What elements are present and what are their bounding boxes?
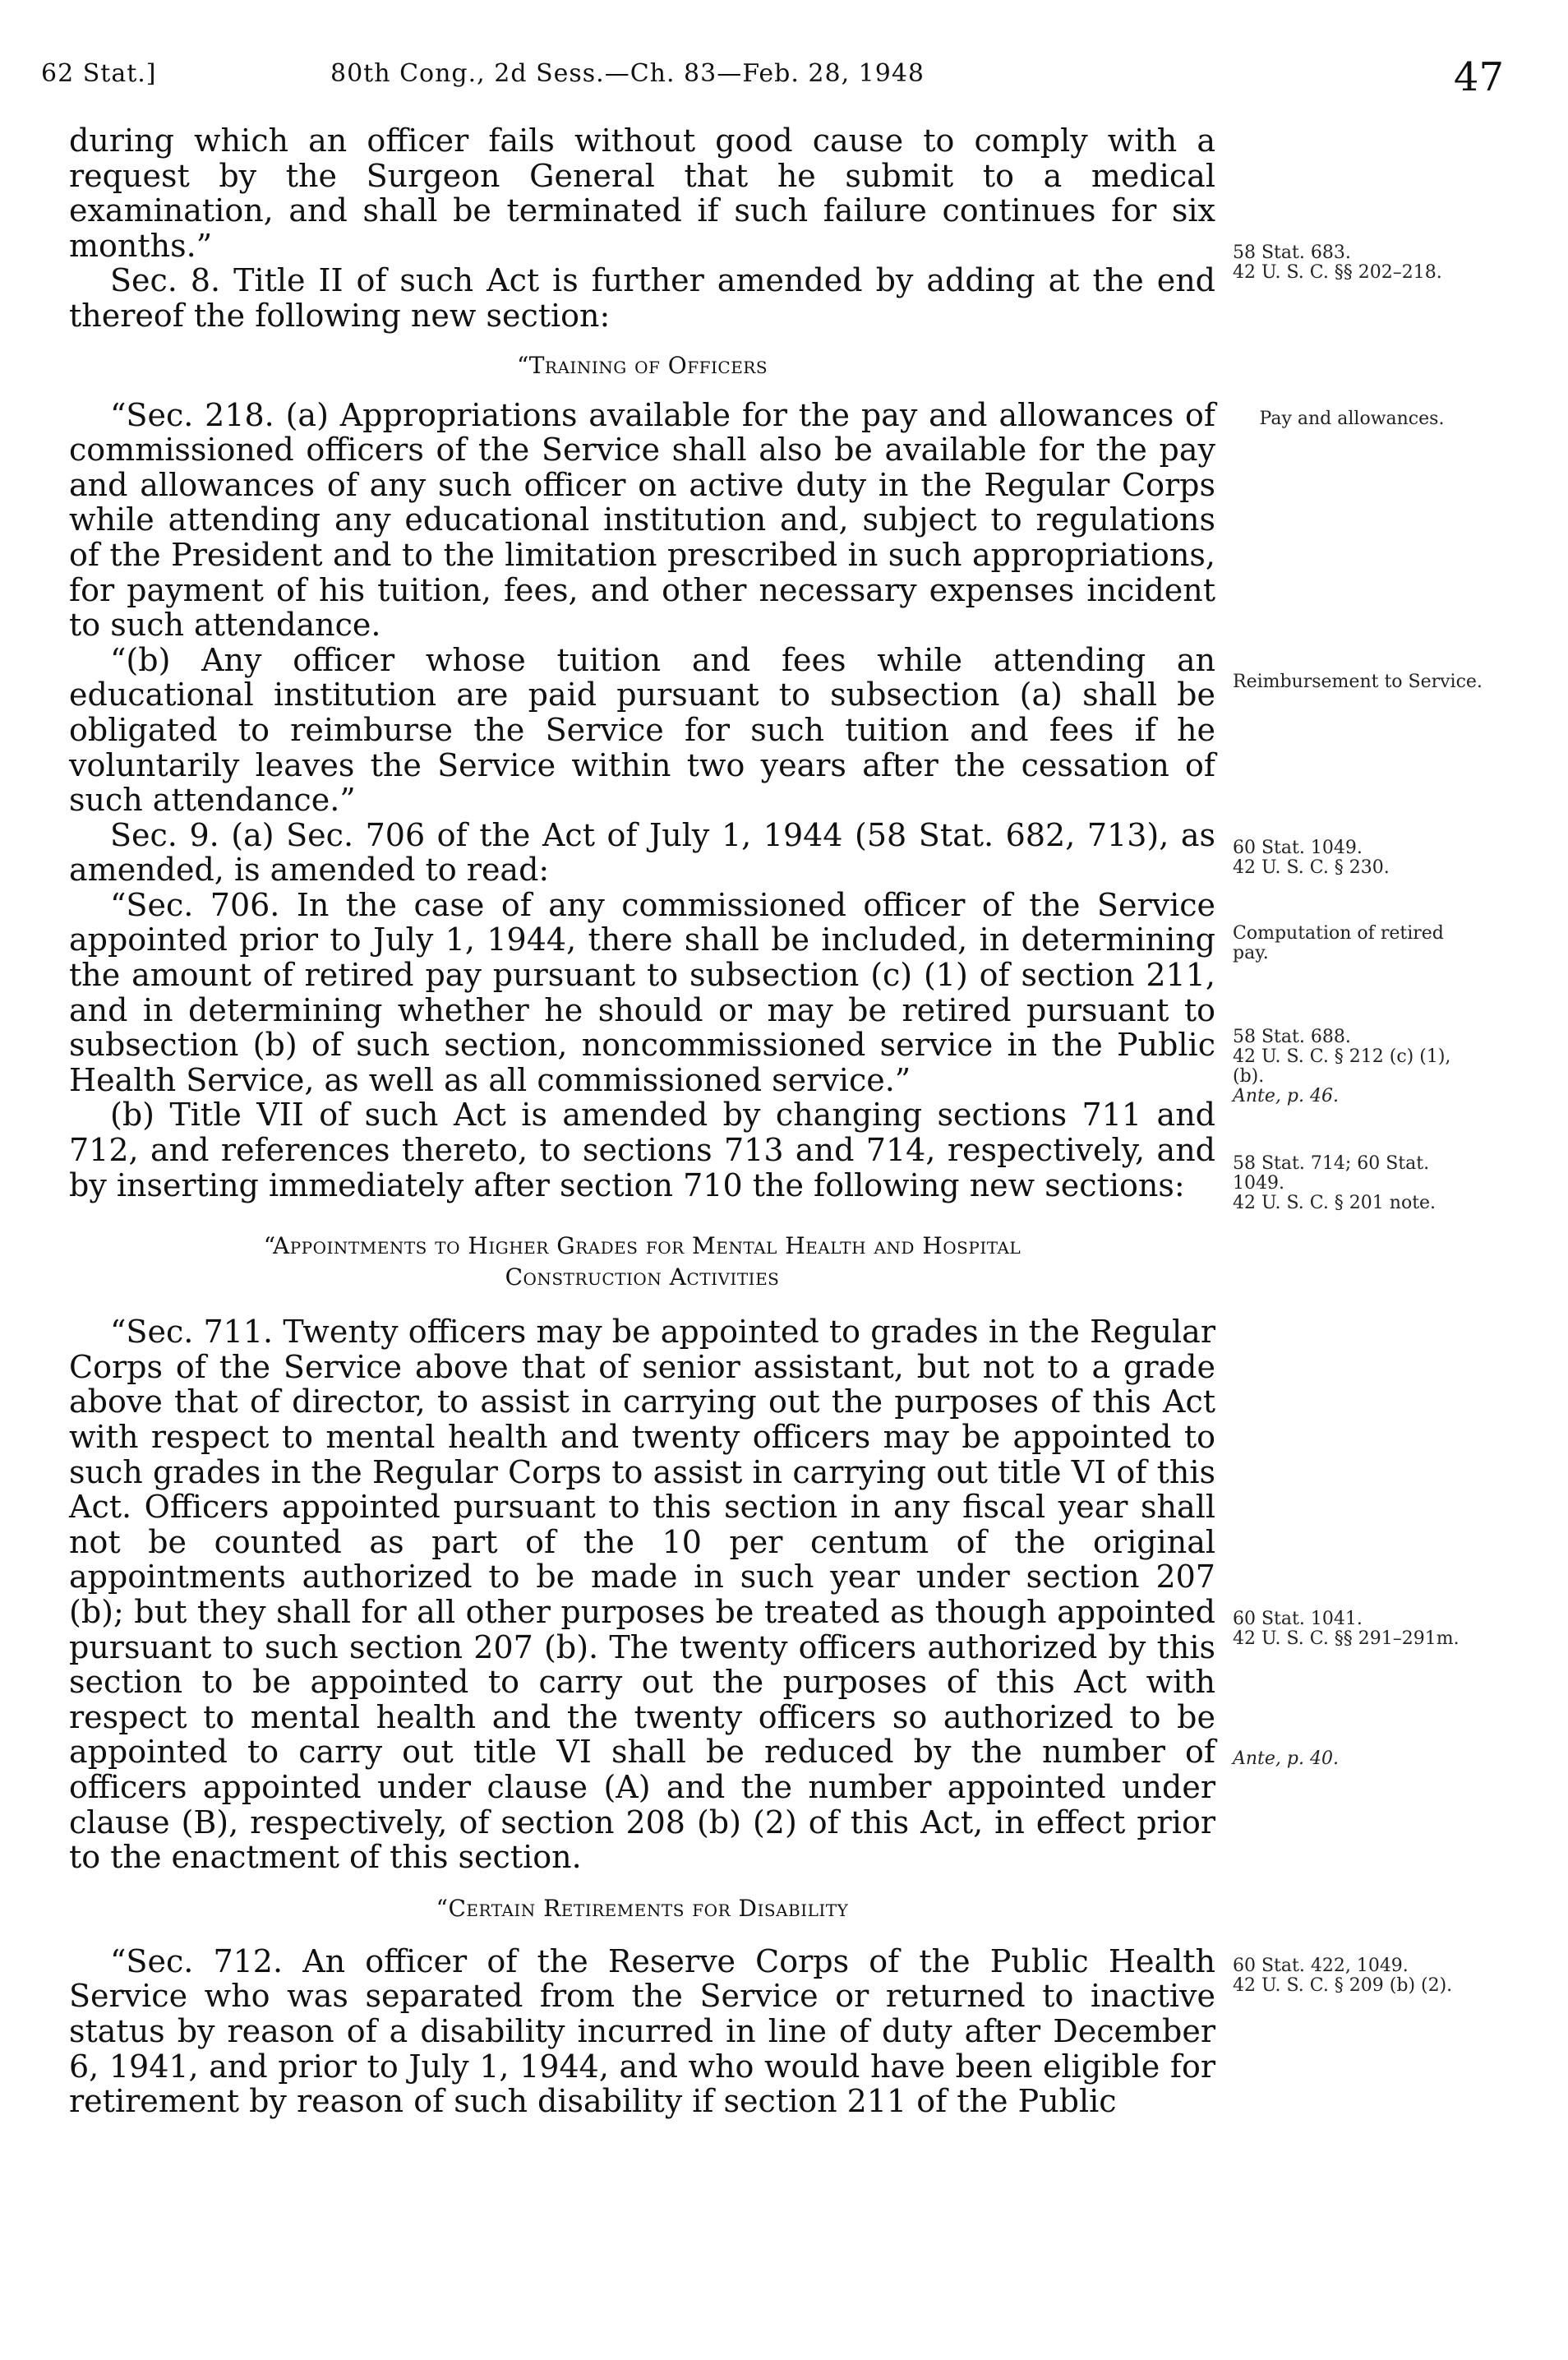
paragraph-sec-706: “Sec. 706. In the case of any commissioned officer of the Service appointed prior to July 1, 1944, there shall be included, in determining the amount of retired pay pursuant to subsection (c) (1) of section 211, and in determining whether he should or may be retired pursuant to subsection (b) of such section, noncommissioned service in the Public Health Service, as well as all commissioned service.” [69, 886, 1215, 1098]
main-text-column [69, 123, 1215, 2119]
section-heading-training: “Training of Officers [516, 351, 768, 379]
paragraph-sec-8: Sec. 8. Title II of such Act is further amended by adding at the end thereof the following new section: [69, 262, 1215, 334]
margin-note-ante-p40: Ante, p. 40. [1233, 1748, 1339, 1769]
paragraph-sec-218-b: “(b) Any officer whose tuition and fees while attending an educational institution are paid pursuant to subsection (a) shall be obligated to reimburse the Service for such tuition and fees if he voluntarily leaves the Service within two years after the cessation of such attendance.” [69, 641, 1215, 819]
stat-reference: 62 Stat.] [41, 59, 157, 88]
session-citation: 80th Cong., 2d Sess.—Ch. 83—Feb. 28, 1948 [330, 59, 925, 88]
margin-note-60-stat-422: 60 Stat. 422, 1049. 42 U. S. C. § 209 (b) (2). [1233, 1956, 1453, 1996]
paragraph-sec-712: “Sec. 712. An officer of the Reserve Corps of the Public Health Service who was separated from the Service or returned to inactive status by reason of a disability incurred in line of duty after December 6, 1941, and prior to July 1, 1944, and who would have been eligible for retirement by reason of such disability if section 211 of the Public [69, 1942, 1215, 2120]
margin-note-60-stat-1049: 60 Stat. 1049. 42 U. S. C. § 230. [1233, 838, 1390, 878]
paragraph-sec-9-a: Sec. 9. (a) Sec. 706 of the Act of July 1, 1944 (58 Stat. 682, 713), as amended, is amended to read: [69, 816, 1215, 889]
margin-note-58-stat-683: 58 Stat. 683. 42 U. S. C. §§ 202–218. [1233, 242, 1442, 283]
margin-note-60-stat-1041: 60 Stat. 1041. 42 U. S. C. §§ 291–291m. [1233, 1609, 1460, 1649]
margin-note-computation: Computation of retired pay. [1233, 923, 1444, 963]
page-number: 47 [1453, 54, 1504, 100]
paragraph-sec-711: “Sec. 711. Twenty officers may be appointed to grades in the Regular Corps of the Service above that of senior assistant, but not to a grade above that of director, to assist in carrying out the purposes of this Act with respect to mental health and twenty officers may be appointed to such grades in the Regular Corps to assist in carrying out title VI of this Act. Officers appointed pursuant to this section in any fiscal year shall not be counted as part of the 10 per centum of the original appointments authorized to be made in such year under section 207 (b); but they shall for all other purposes be treated as though appointed pursuant to such section 207 (b). The twenty officers authorized by this section to be appointed to carry out the purposes of this Act with respect to mental health and the twenty officers so authorized to be appointed to carry out title VI shall be reduced by the number of officers appointed under clause (A) and the number appointed under clause (B), respectively, of section 208 (b) (2) of this Act, in effect prior to the enactment of this section. [69, 1314, 1215, 1876]
margin-note-58-stat-688: 58 Stat. 688. 42 U. S. C. § 212 (c) (1), (b). Ante, p. 46. [1233, 1027, 1451, 1106]
margin-note-58-stat-714: 58 Stat. 714; 60 Stat. 1049. 42 U. S. C. § 201 note. [1233, 1153, 1437, 1213]
heading-line-2: Construction Activities [505, 1263, 780, 1291]
section-heading-retirements: “Certain Retirements for Disability [436, 1894, 849, 1922]
running-header [41, 54, 1504, 112]
heading-line-1: “Appointments to Higher Grades for Mental Health and Hospital [263, 1232, 1022, 1260]
margin-note-pay-allowances: Pay and allowances. [1259, 409, 1445, 429]
section-heading-appointments [69, 1231, 1215, 1293]
paragraph-sec-9-b: (b) Title VII of such Act is amended by changing sections 711 and 712, and references thereto, to sections 713 and 714, respectively, and by inserting immediately after section 710 the following new sections: [69, 1097, 1215, 1203]
paragraph-sec-218-a: “Sec. 218. (a) Appropriations available for the pay and allowances of commissioned officers of the Service shall also be available for the pay and allowances of any such officer on active duty in the Regular Corps while attending any educational institution and, subject to regulations of the President and to the limitation prescribed in such appropriations, for payment of his tuition, fees, and other necessary expenses incident to such attendance. [69, 396, 1215, 644]
margin-note-reimbursement: Reimbursement to Service. [1233, 672, 1483, 692]
paragraph-continuation: during which an officer fails without good cause to comply with a request by the Surgeon General that he submit to a medical examination, and shall be terminated if such failure continues for six months.” [69, 122, 1215, 264]
